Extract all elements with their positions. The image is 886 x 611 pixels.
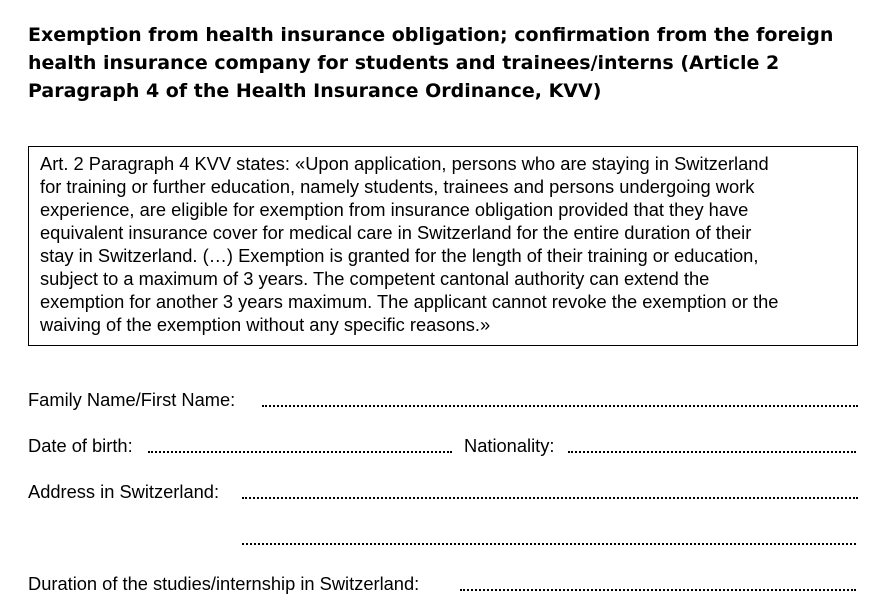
family-name-field[interactable]: [262, 405, 858, 407]
legal-quote-box: [28, 146, 858, 346]
duration-field[interactable]: [460, 589, 856, 591]
title-line: health insurance company for students and trainees/interns (Article 2: [28, 52, 780, 74]
family-name-label: Family Name/First Name:: [28, 389, 236, 410]
address-label: Address in Switzerland:: [28, 481, 220, 502]
quote-line: experience, are eligible for exemption from insurance obligation provided that they have: [40, 199, 749, 220]
address-field-line-2[interactable]: [242, 543, 856, 545]
quote-line: equivalent insurance cover for medical care in Switzerland for the entire duration of their: [40, 222, 752, 243]
nationality-label: Nationality:: [464, 435, 555, 456]
quote-line: stay in Switzerland. (…) Exemption is granted for the length of their training or education,: [40, 245, 759, 266]
title-line: Paragraph 4 of the Health Insurance Ordinance, KVV): [28, 80, 602, 102]
document-title: [28, 21, 868, 105]
duration-label: Duration of the studies/internship in Switzerland:: [28, 573, 420, 594]
title-line: Exemption from health insurance obligation; confirmation from the foreign: [28, 24, 834, 46]
nationality-field[interactable]: [568, 451, 856, 453]
address-field-line-1[interactable]: [242, 497, 858, 499]
date-of-birth-field[interactable]: [148, 451, 452, 453]
date-of-birth-label: Date of birth:: [28, 435, 133, 456]
quote-line: for training or further education, namely students, trainees and persons undergoing work: [40, 176, 755, 197]
quote-line: exemption for another 3 years maximum. The applicant cannot revoke the exemption or the: [40, 291, 779, 312]
quote-line: subject to a maximum of 3 years. The competent cantonal authority can extend the: [40, 268, 710, 289]
quote-line: waiving of the exemption without any specific reasons.»: [40, 314, 491, 335]
quote-line: Art. 2 Paragraph 4 KVV states: «Upon application, persons who are staying in Switzerland: [40, 153, 769, 174]
